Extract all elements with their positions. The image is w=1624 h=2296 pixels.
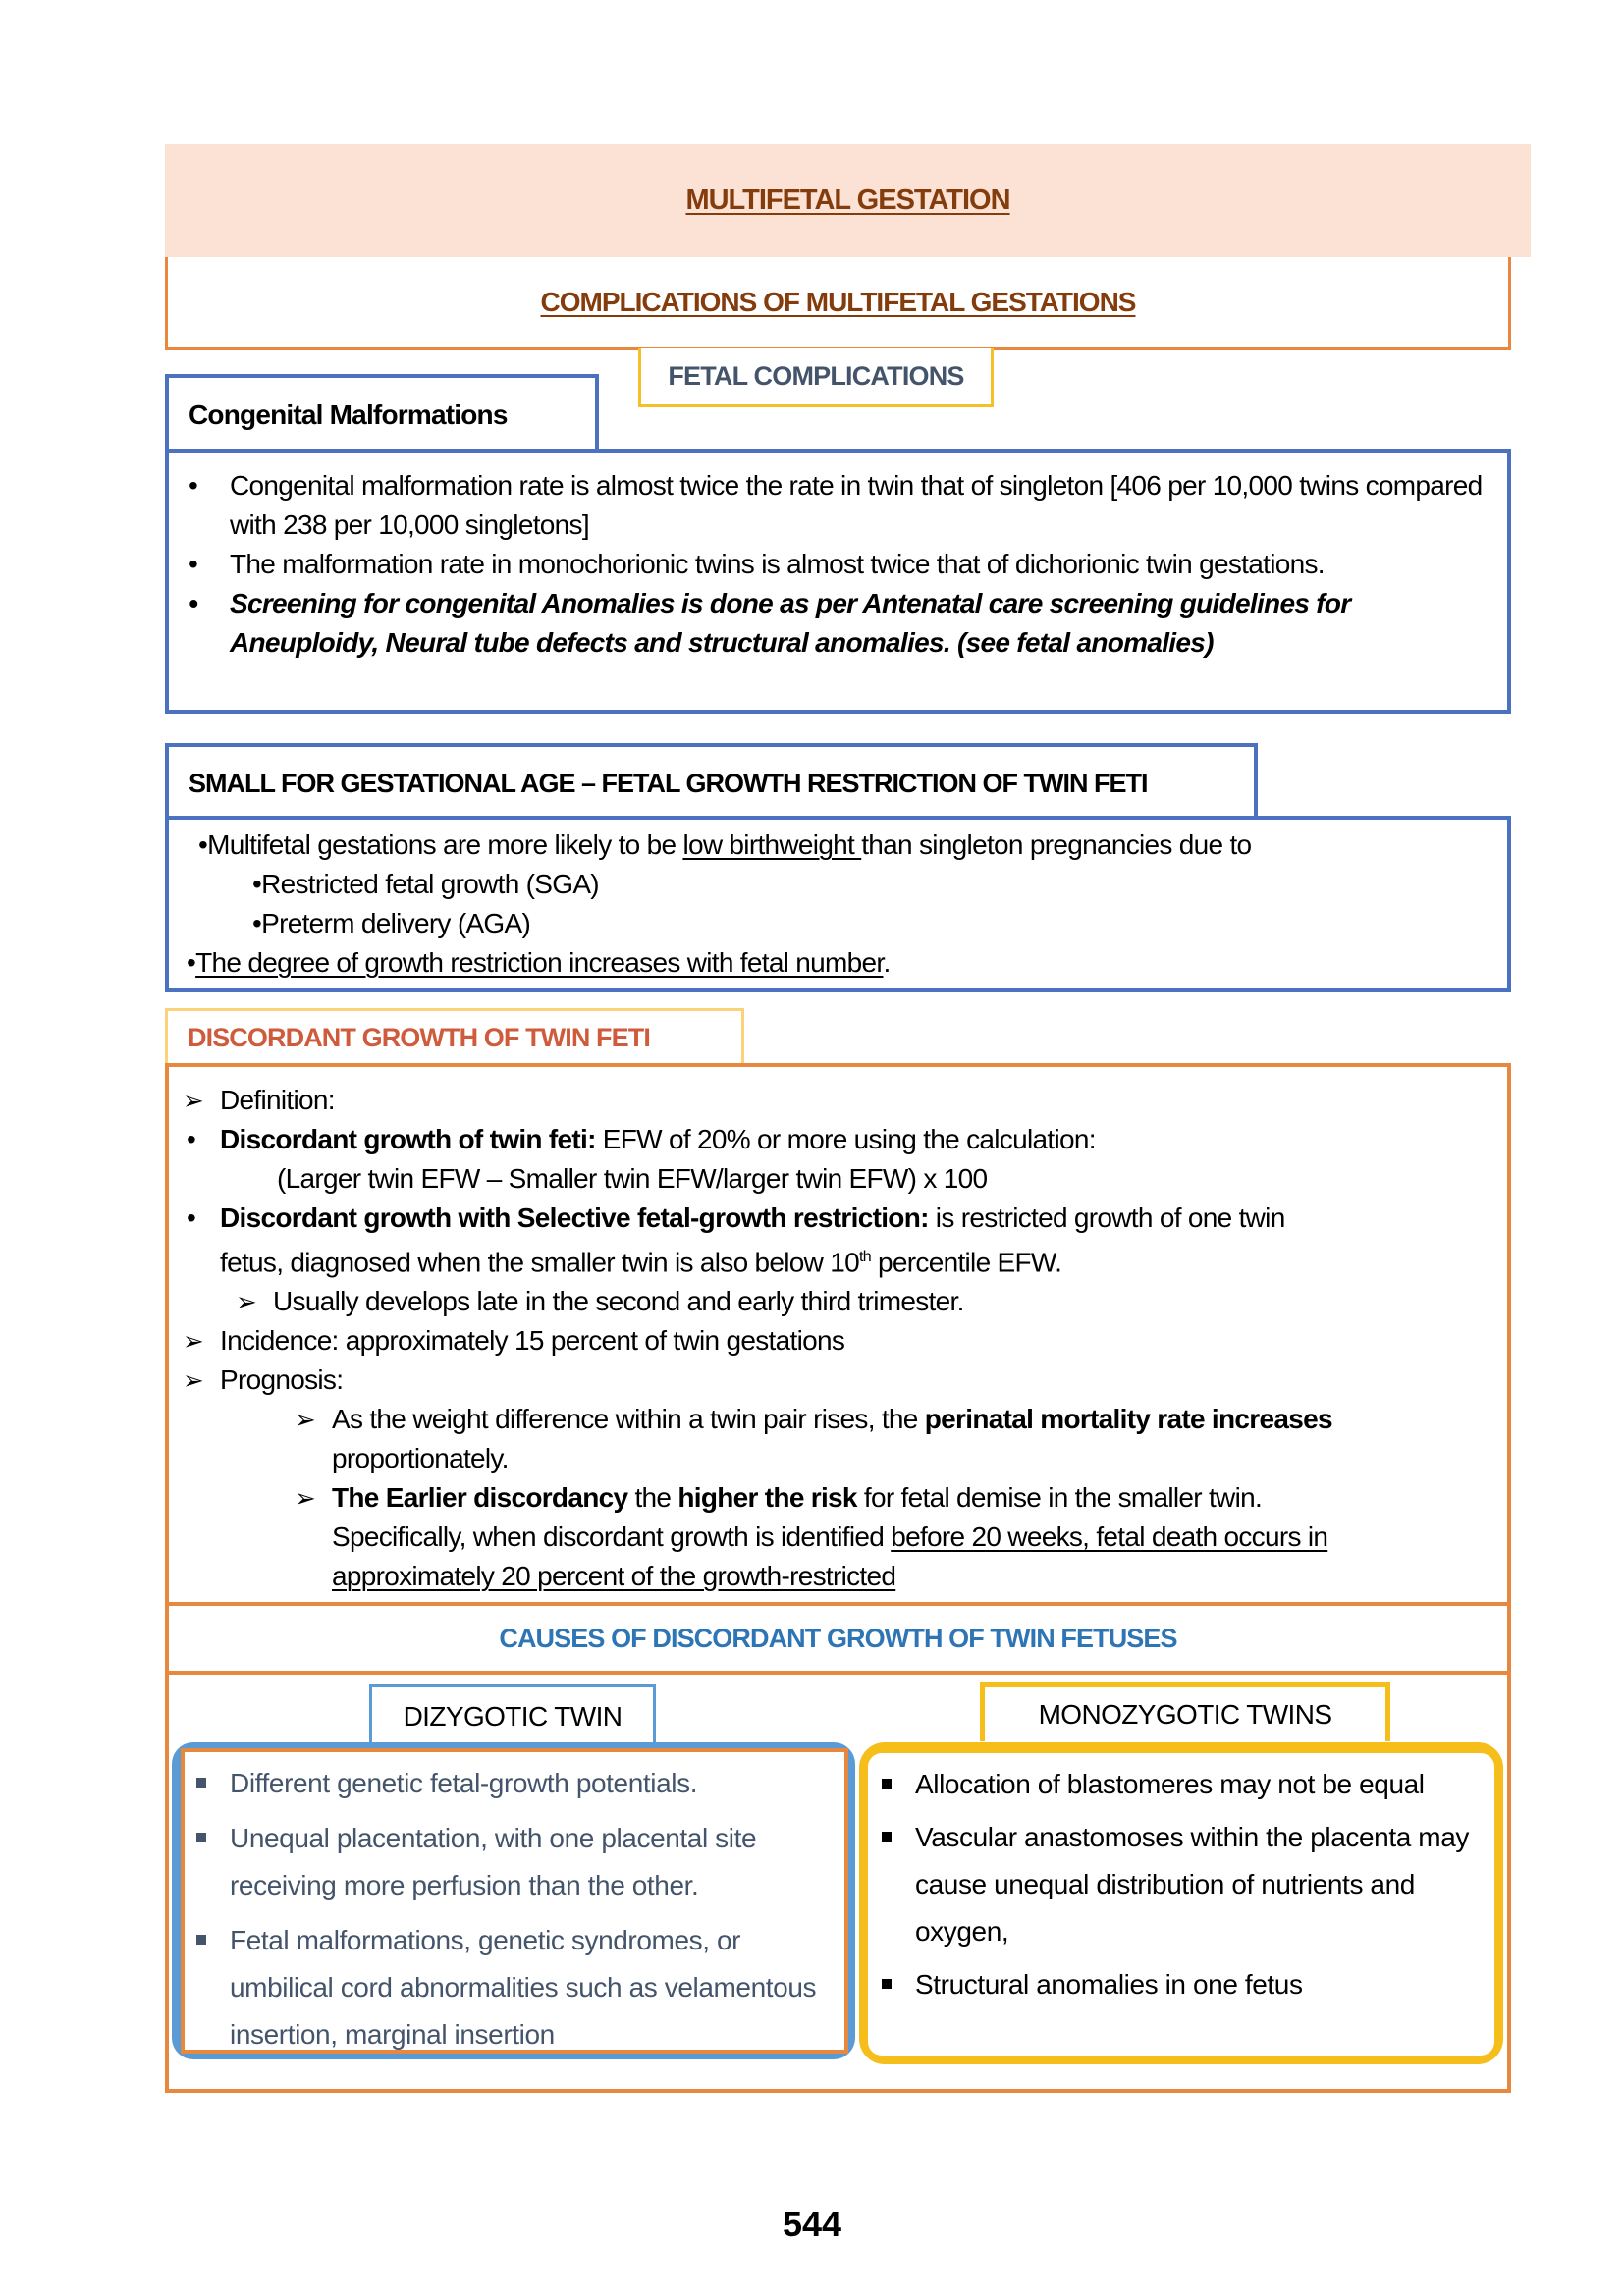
monozygotic-box — [868, 1753, 1494, 2056]
monozygotic-list — [880, 1761, 1487, 2008]
dizygotic-list — [194, 1760, 837, 2058]
square-bullet-icon — [882, 1779, 892, 1789]
monozygotic-tab — [980, 1682, 1390, 1741]
causes-heading: CAUSES OF DISCORDANT GROWTH OF TWIN FETUSES — [499, 1623, 1177, 1653]
congenital-heading: Congenital Malformations — [189, 400, 508, 430]
list-item: Unequal placentation, with one placental site receiving more perfusion than the other. — [194, 1815, 837, 1909]
prognosis-item: ➢ As the weight difference within a twin pair rises, the perinatal mortality rate increases — [183, 1400, 1489, 1439]
bullet-icon: • — [189, 588, 198, 618]
sga-line: •Multifetal gestations are more likely to be low birthweight than singleton pregnancies due to — [198, 829, 1252, 860]
congenital-malformations-box — [165, 449, 1511, 714]
square-bullet-icon — [196, 1833, 206, 1842]
arrow-bullet-icon: ➢ — [183, 1086, 204, 1115]
bullet-icon: • — [187, 1124, 196, 1154]
page-title: MULTIFETAL GESTATION — [685, 185, 1010, 216]
prognosis-line: ➢ Prognosis: — [183, 1361, 1489, 1400]
formula-line: (Larger twin EFW – Smaller twin EFW/larger twin EFW) x 100 — [277, 1163, 988, 1194]
square-bullet-icon — [196, 1778, 206, 1788]
arrow-bullet-icon: ➢ — [295, 1483, 316, 1514]
list-item: • The malformation rate in monochorionic twins is almost twice that of dichorionic twin gestations. — [189, 545, 1488, 584]
definition-item: • Discordant growth with Selective fetal-growth restriction: is restricted growth of one twin — [183, 1199, 1489, 1238]
list-item: Structural anomalies in one fetus — [880, 1961, 1487, 2008]
definition-line: ➢ Definition: — [183, 1081, 1489, 1120]
arrow-bullet-icon: ➢ — [183, 1326, 204, 1357]
discordant-content — [169, 1067, 1507, 1606]
sga-box — [165, 816, 1511, 992]
incidence-line: ➢ Incidence: approximately 15 percent of twin gestations — [183, 1321, 1489, 1361]
list-item: Allocation of blastomeres may not be equal — [880, 1761, 1487, 1808]
list-item: • Screening for congenital Anomalies is done as per Antenatal care screening guidelines for Aneuploidy, Neural tube defects and structural anomalies. (see fetal anomalies) — [189, 584, 1488, 663]
arrow-bullet-icon: ➢ — [183, 1365, 204, 1396]
sga-tab — [165, 743, 1258, 820]
page-number: 544 — [782, 2204, 842, 2244]
bullet-icon: • — [189, 549, 198, 579]
definition-item: • Discordant growth of twin feti: EFW of 20% or more using the calculation: — [183, 1120, 1489, 1159]
sga-subitem: •Restricted fetal growth (SGA) — [252, 869, 599, 899]
dizygotic-tab — [369, 1684, 656, 1745]
prognosis-item-continued: Specifically, when discordant growth is identified before 20 weeks, fetal death occurs in — [332, 1522, 1328, 1553]
congenital-list — [189, 466, 1488, 663]
square-bullet-icon — [196, 1935, 206, 1945]
sga-line: •The degree of growth restriction increases with fetal number. — [187, 947, 891, 978]
list-item: Fetal malformations, genetic syndromes, or umbilical cord abnormalities such as velamentous insertion, marginal insertion — [194, 1917, 837, 2058]
list-item: • Congenital malformation rate is almost twice the rate in twin that of singleton [406 per 10,000 twins compared with 238 per 10,000 singletons] — [189, 466, 1488, 545]
fetal-complications-tab — [638, 348, 994, 407]
sub-note-line: ➢ Usually develops late in the second and early third trimester. — [183, 1282, 1489, 1321]
section-title: COMPLICATIONS OF MULTIFETAL GESTATIONS — [540, 287, 1136, 317]
dizygotic-label: DIZYGOTIC TWIN — [403, 1700, 623, 1732]
dizygotic-box — [181, 1748, 848, 2054]
discordant-heading: DISCORDANT GROWTH OF TWIN FETI — [188, 1023, 650, 1052]
sga-heading: SMALL FOR GESTATIONAL AGE – FETAL GROWTH RESTRICTION OF TWIN FETI — [189, 768, 1148, 798]
arrow-bullet-icon: ➢ — [236, 1287, 257, 1317]
square-bullet-icon — [882, 1832, 892, 1842]
fetal-complications-label: FETAL COMPLICATIONS — [668, 361, 964, 391]
title-band — [165, 144, 1531, 257]
prognosis-item-continued: approximately 20 percent of the growth-restricted — [332, 1561, 896, 1592]
list-item: Vascular anastomoses within the placenta may cause unequal distribution of nutrients and oxygen, — [880, 1814, 1487, 1955]
congenital-malformations-tab — [165, 374, 599, 453]
arrow-bullet-icon: ➢ — [295, 1405, 316, 1435]
bullet-icon: • — [189, 470, 198, 501]
monozygotic-label: MONOZYGOTIC TWINS — [1038, 1698, 1332, 1730]
complications-header — [165, 257, 1511, 350]
discordant-growth-tab — [165, 1008, 744, 1065]
sga-subitem: •Preterm delivery (AGA) — [252, 908, 531, 938]
square-bullet-icon — [882, 1979, 892, 1989]
prognosis-item-continued: proportionately. — [332, 1443, 509, 1474]
list-item: Different genetic fetal-growth potentials. — [194, 1760, 837, 1807]
bullet-icon: • — [187, 1202, 196, 1233]
causes-header — [169, 1606, 1507, 1675]
prognosis-item: ➢ The Earlier discordancy the higher the risk for fetal demise in the smaller twin. — [183, 1478, 1489, 1518]
definition-item-continued: fetus, diagnosed when the smaller twin is also below 10th percentile EFW. — [220, 1247, 1062, 1278]
